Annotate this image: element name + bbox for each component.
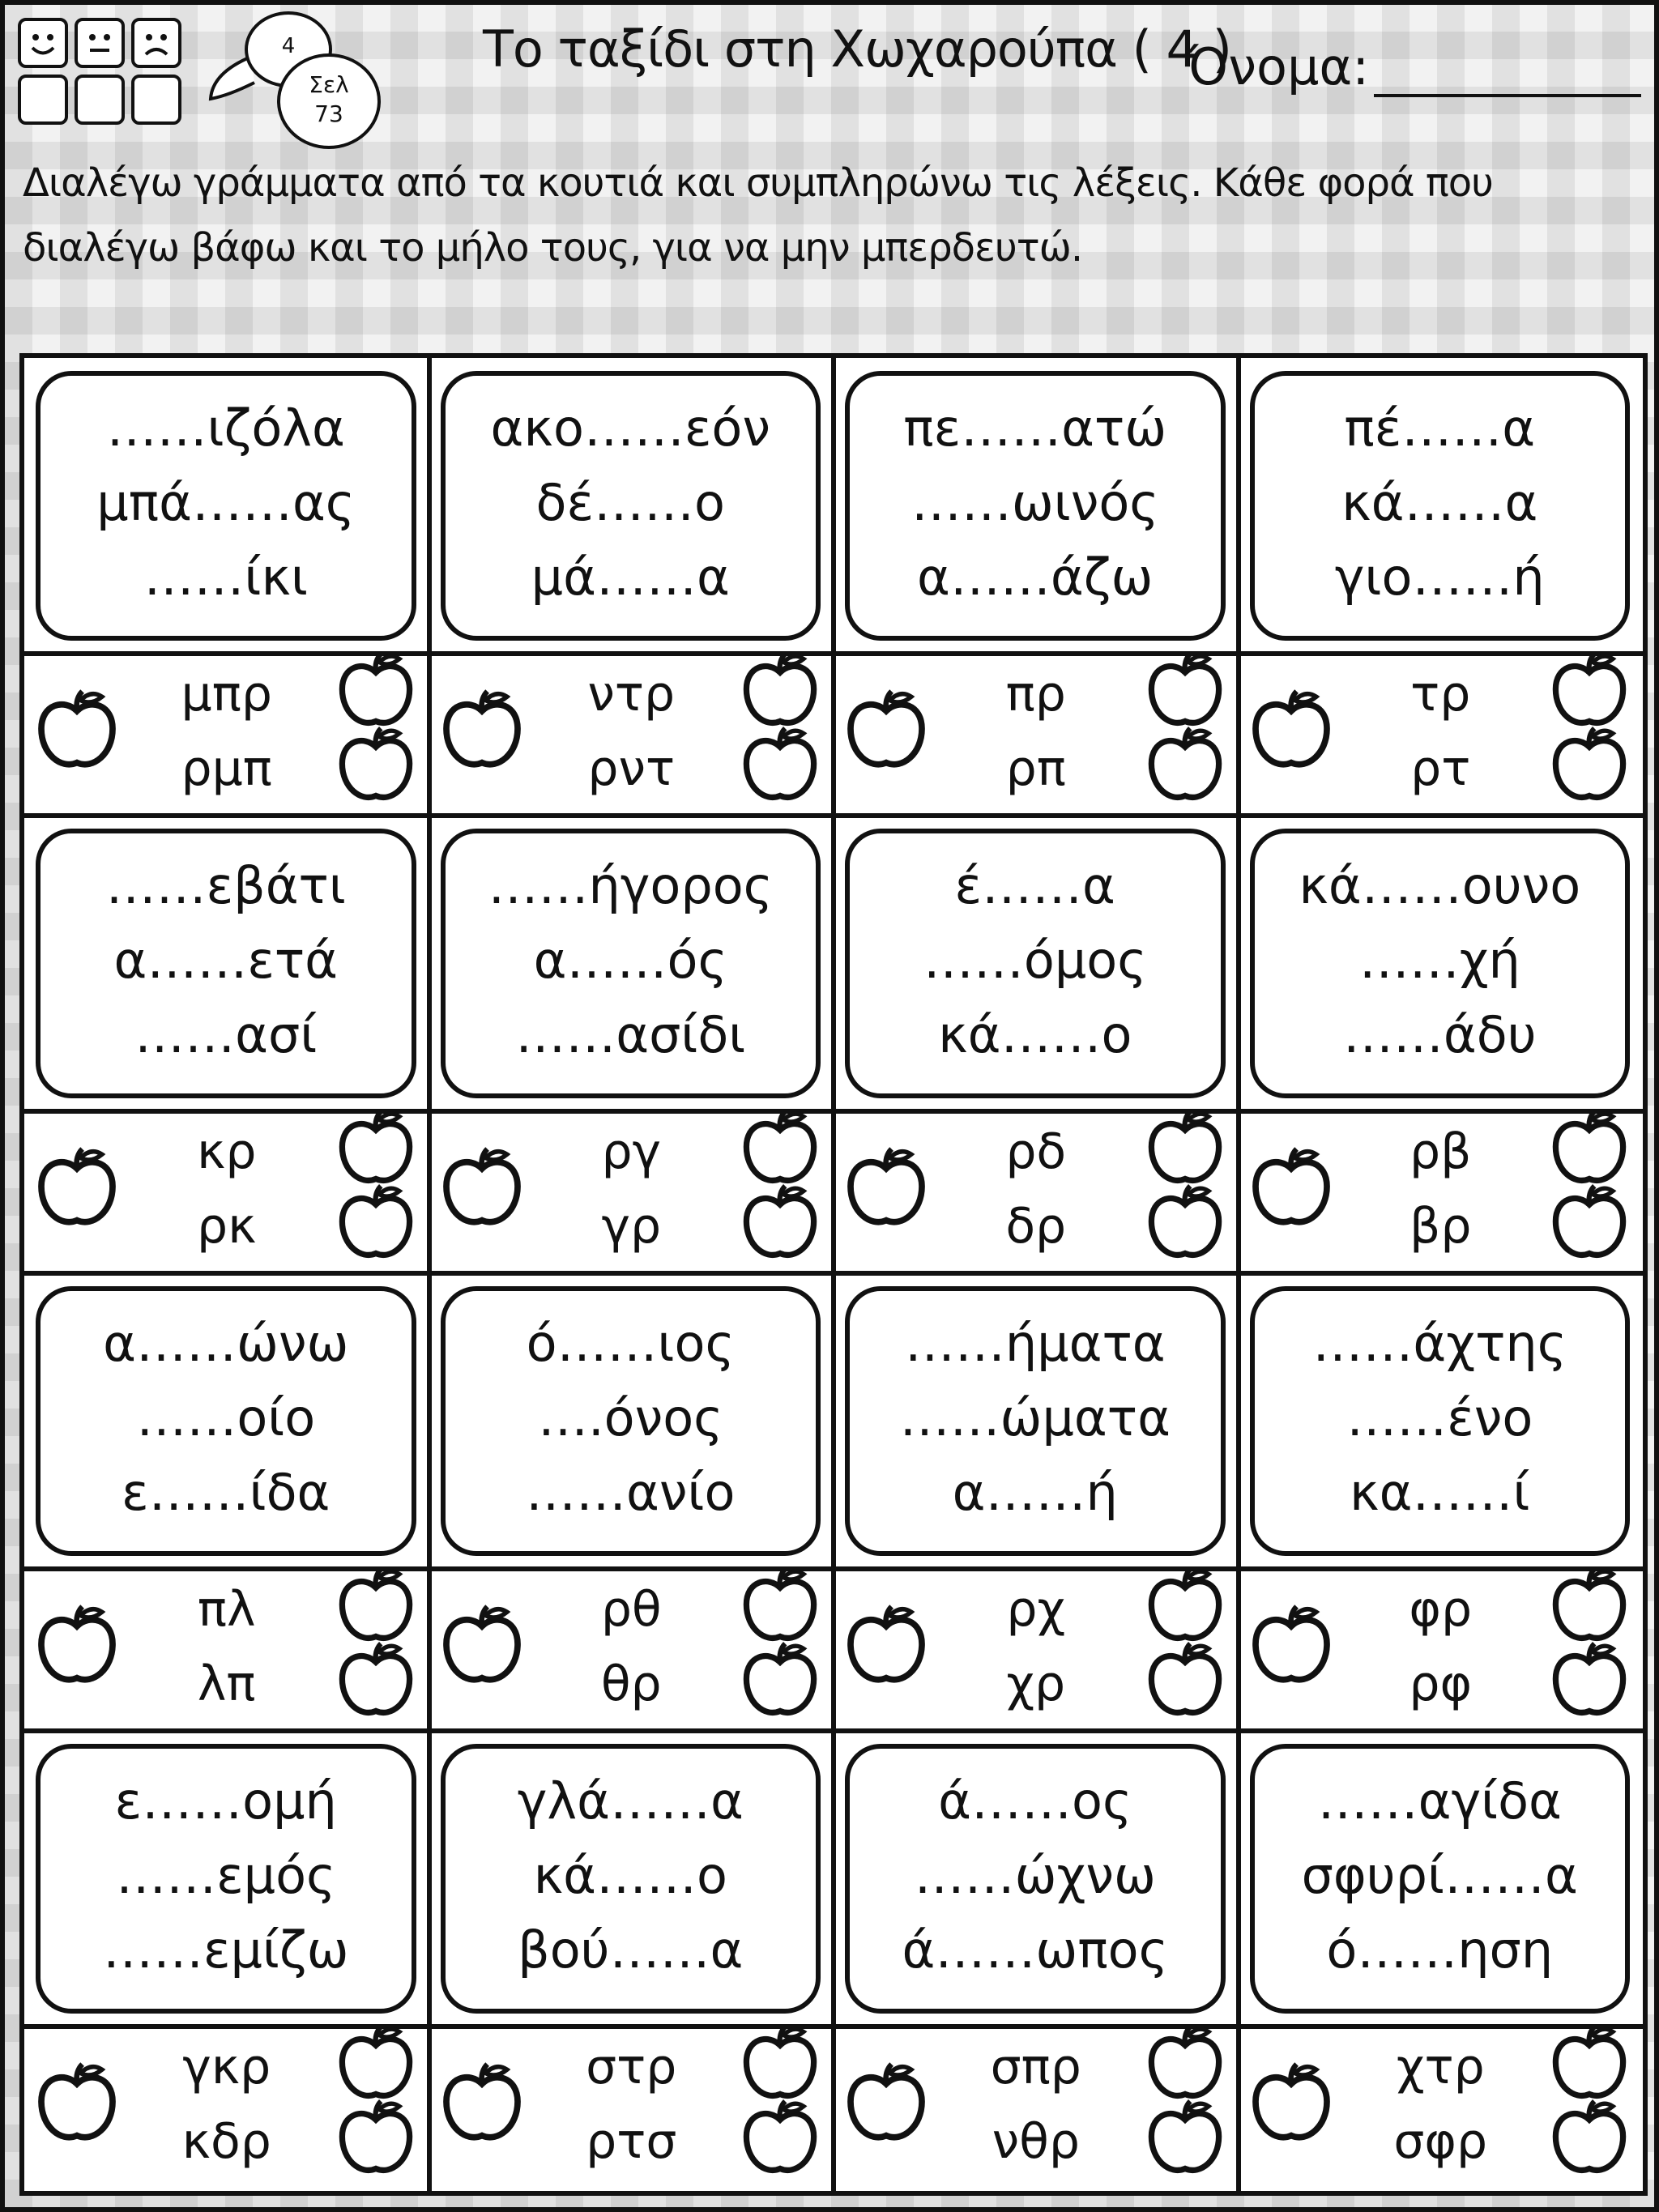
word-card <box>1250 371 1631 641</box>
word-blank[interactable]: α……ώνω <box>103 1314 349 1373</box>
word-blank[interactable]: α……ός <box>533 931 727 990</box>
letter-option[interactable]: ρθ <box>600 1581 662 1638</box>
word-blank[interactable]: γιο……ή <box>1334 548 1545 607</box>
word-blank[interactable]: α……άζω <box>917 548 1154 607</box>
checkbox-happy[interactable] <box>18 75 68 125</box>
apple-icon[interactable] <box>738 2096 822 2184</box>
apple-icon[interactable] <box>738 1181 822 1268</box>
apple-icon[interactable] <box>334 1639 418 1726</box>
name-field[interactable] <box>1374 94 1641 97</box>
grid-divider-horizontal <box>24 2024 1643 2029</box>
word-card <box>441 371 821 641</box>
happy-face-icon <box>18 18 68 68</box>
word-blank[interactable]: πέ……α <box>1344 399 1536 458</box>
word-blank[interactable]: μπά……ας <box>96 473 356 532</box>
letter-option[interactable]: δρ <box>1005 1198 1067 1255</box>
word-blank[interactable]: κά……ο <box>938 1005 1132 1064</box>
name-label: Όνομα: <box>1188 37 1370 96</box>
letter-option[interactable]: ρβ <box>1410 1123 1472 1180</box>
word-blank[interactable]: πε……ατώ <box>903 399 1167 458</box>
word-blank[interactable]: ……ήματα <box>904 1314 1166 1373</box>
word-blank[interactable]: α……ή <box>952 1463 1118 1522</box>
word-blank[interactable]: ….όνος <box>537 1388 723 1447</box>
word-blank[interactable]: ……ιζόλα <box>106 399 345 458</box>
word-blank[interactable]: κά……ο <box>533 1846 727 1905</box>
word-blank[interactable]: ……ώματα <box>899 1388 1171 1447</box>
bubble-page-number: 73 <box>314 100 343 127</box>
letter-option[interactable]: χρ <box>1006 1656 1066 1712</box>
word-card <box>845 371 1226 641</box>
letter-option[interactable]: φρ <box>1409 1581 1473 1638</box>
word-blank[interactable]: κά……ουνο <box>1299 856 1581 915</box>
exercise-grid <box>19 353 1648 2196</box>
word-blank[interactable]: ά……ωπος <box>902 1920 1168 1980</box>
word-card <box>845 1744 1226 2014</box>
letter-option[interactable]: ρτσ <box>586 2113 677 2170</box>
word-card <box>1250 1744 1631 2014</box>
apple-icon[interactable] <box>1247 2059 1336 2151</box>
letter-option[interactable]: λπ <box>197 1656 256 1712</box>
word-card <box>36 1744 416 2014</box>
instructions <box>23 151 1635 280</box>
letter-option[interactable]: βρ <box>1410 1198 1472 1255</box>
word-blank[interactable]: ……ήγορος <box>488 856 774 915</box>
word-blank[interactable]: κά……α <box>1341 473 1538 532</box>
letter-option[interactable]: πλ <box>197 1581 256 1638</box>
apple-icon[interactable] <box>1547 1639 1631 1726</box>
grid-divider-horizontal <box>24 813 1643 818</box>
self-assessment-faces <box>18 18 196 123</box>
word-card <box>845 1286 1226 1556</box>
letter-option[interactable]: γρ <box>601 1198 662 1255</box>
word-blank[interactable]: ……άχτης <box>1312 1314 1567 1373</box>
word-blank[interactable]: ……ασί <box>134 1005 318 1064</box>
letter-option[interactable]: μπρ <box>181 666 272 722</box>
word-blank[interactable]: ε……ομή <box>114 1771 337 1831</box>
word-blank[interactable]: ό……ιος <box>526 1314 735 1373</box>
word-card <box>1250 1286 1631 1556</box>
apple-icon[interactable] <box>334 1181 418 1268</box>
letter-option[interactable]: ρχ <box>1006 1581 1066 1638</box>
apple-icon[interactable] <box>437 1601 527 1694</box>
apple-icon[interactable] <box>842 686 931 778</box>
word-blank[interactable]: δέ……ο <box>535 473 725 532</box>
word-card <box>36 371 416 641</box>
letter-option[interactable]: σφρ <box>1393 2113 1488 2170</box>
apple-icon[interactable] <box>1547 1181 1631 1268</box>
word-blank[interactable]: κα……ί <box>1350 1463 1530 1522</box>
letter-option[interactable]: τρ <box>1410 666 1471 722</box>
apple-icon[interactable] <box>334 2096 418 2184</box>
word-blank[interactable]: ……ώχνω <box>914 1846 1156 1905</box>
neutral-face-icon <box>75 18 125 68</box>
word-blank[interactable]: ……ασίδι <box>515 1005 746 1064</box>
apple-icon[interactable] <box>334 723 418 811</box>
word-card <box>441 829 821 1098</box>
grid-divider-horizontal <box>24 1728 1643 1733</box>
letter-option[interactable]: ρπ <box>1005 740 1066 797</box>
apple-icon[interactable] <box>1143 2096 1227 2184</box>
apple-icon[interactable] <box>1247 1144 1336 1236</box>
word-blank[interactable]: ……άδυ <box>1342 1005 1537 1064</box>
word-blank[interactable]: ……όμος <box>923 931 1147 990</box>
word-blank[interactable]: ……εμίζω <box>102 1920 349 1980</box>
checkbox-neutral[interactable] <box>75 75 125 125</box>
word-blank[interactable]: ά……ος <box>938 1771 1132 1831</box>
apple-icon[interactable] <box>1247 686 1336 778</box>
word-card <box>1250 829 1631 1098</box>
apple-icon[interactable] <box>437 686 527 778</box>
word-blank[interactable]: ε……ίδα <box>122 1463 331 1522</box>
letter-option[interactable]: στρ <box>586 2039 677 2095</box>
word-blank[interactable]: γλά……α <box>517 1771 744 1831</box>
letter-option[interactable]: ρφ <box>1409 1656 1473 1712</box>
word-card <box>441 1286 821 1556</box>
letter-option[interactable]: ρκ <box>197 1198 257 1255</box>
sad-face-icon <box>131 18 181 68</box>
apple-icon[interactable] <box>842 1601 931 1694</box>
letter-option[interactable]: σπρ <box>990 2039 1081 2095</box>
instructions-line-2: διαλέγω βάφω και το μήλο τους, για να μην μπερδευτώ. <box>23 225 1083 271</box>
word-blank[interactable]: ……ανίο <box>526 1463 736 1522</box>
letter-option[interactable]: θρ <box>600 1656 662 1712</box>
word-blank[interactable]: ……χή <box>1358 931 1520 990</box>
word-blank[interactable]: έ……α <box>954 856 1115 915</box>
word-blank[interactable]: ……ωινός <box>911 473 1159 532</box>
apple-icon[interactable] <box>738 1639 822 1726</box>
apple-icon[interactable] <box>437 1144 527 1236</box>
word-blank[interactable]: α……ετά <box>113 931 339 990</box>
word-blank[interactable]: ……αγίδα <box>1317 1771 1562 1831</box>
letter-option[interactable]: ρμπ <box>181 740 272 797</box>
word-blank[interactable]: μά……α <box>531 548 730 607</box>
instructions-line-1: Διαλέγω γράμματα από τα κουτιά και συμπληρώνω τις λέξεις. Κάθε φορά που <box>23 160 1493 206</box>
word-blank[interactable]: σφυρί……α <box>1301 1846 1578 1905</box>
letter-option[interactable]: νθρ <box>992 2113 1080 2170</box>
word-blank[interactable]: βού……α <box>518 1920 744 1980</box>
word-card <box>845 829 1226 1098</box>
letter-option[interactable]: ργ <box>601 1123 662 1180</box>
word-blank[interactable]: ……ένο <box>1346 1388 1533 1447</box>
word-blank[interactable]: ……εβάτι <box>105 856 346 915</box>
apple-icon[interactable] <box>1143 1181 1227 1268</box>
word-blank[interactable]: ……ίκι <box>143 548 308 607</box>
word-blank[interactable]: ……οίο <box>136 1388 316 1447</box>
letter-option[interactable]: ρδ <box>1005 1123 1067 1180</box>
word-blank[interactable]: ό……ηση <box>1326 1920 1554 1980</box>
apple-icon[interactable] <box>32 2059 122 2151</box>
letter-option[interactable]: ρτ <box>1410 740 1471 797</box>
letter-option[interactable]: ντρ <box>587 666 676 722</box>
grid-divider-horizontal <box>24 1109 1643 1114</box>
apple-icon[interactable] <box>1547 2096 1631 2184</box>
grid-divider-horizontal <box>24 651 1643 656</box>
letter-option[interactable]: πρ <box>1005 666 1066 722</box>
grid-divider-horizontal <box>24 1271 1643 1276</box>
apple-icon[interactable] <box>1547 723 1631 811</box>
worksheet-title: Το ταξίδι στη Χωχαρούπα ( 4 ) <box>483 19 1231 79</box>
word-card <box>36 1286 416 1556</box>
grid-divider-horizontal <box>24 1566 1643 1571</box>
apple-icon[interactable] <box>1143 1639 1227 1726</box>
apple-icon[interactable] <box>842 1144 931 1236</box>
page-reference-bubbles <box>204 8 390 154</box>
apple-icon[interactable] <box>738 723 822 811</box>
apple-icon[interactable] <box>1143 723 1227 811</box>
apple-icon[interactable] <box>437 2059 527 2151</box>
bubble-number: 4 <box>245 11 332 87</box>
bubble-page-reference <box>277 53 381 149</box>
bubble-page-label: Σελ <box>309 71 349 98</box>
word-blank[interactable]: ……εμός <box>116 1846 336 1905</box>
word-card <box>441 1744 821 2014</box>
letter-option[interactable]: χτρ <box>1396 2039 1485 2095</box>
apple-icon[interactable] <box>32 1601 122 1694</box>
letter-option[interactable]: κδρ <box>181 2113 271 2170</box>
letter-option[interactable]: ρντ <box>587 740 676 797</box>
apple-icon[interactable] <box>1247 1601 1336 1694</box>
apple-icon[interactable] <box>32 1144 122 1236</box>
word-card <box>36 829 416 1098</box>
letter-option[interactable]: γκρ <box>182 2039 271 2095</box>
apple-icon[interactable] <box>32 686 122 778</box>
word-blank[interactable]: ακο……εόν <box>490 399 770 458</box>
apple-icon[interactable] <box>842 2059 931 2151</box>
letter-option[interactable]: κρ <box>197 1123 257 1180</box>
checkbox-sad[interactable] <box>131 75 181 125</box>
